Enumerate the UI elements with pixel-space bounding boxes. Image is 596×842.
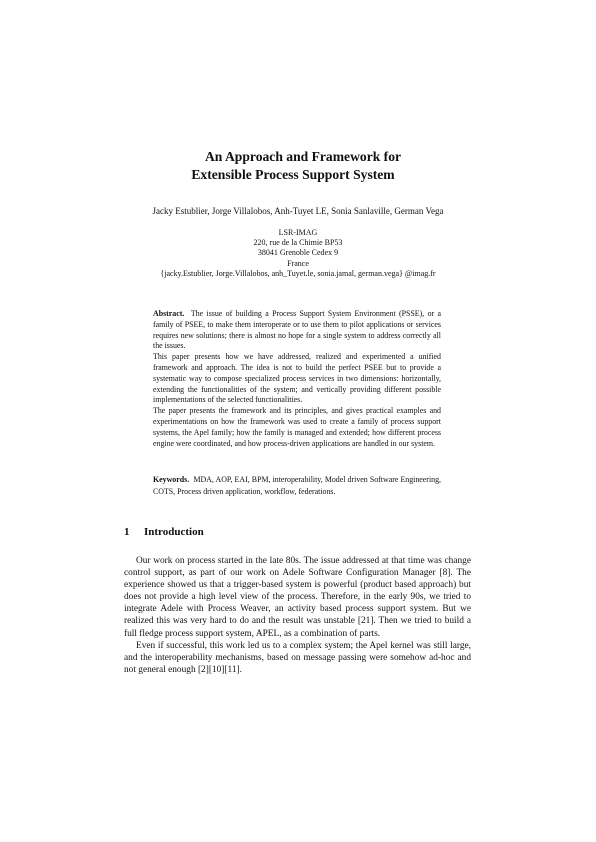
abstract-label: Abstract. (153, 309, 185, 318)
abstract-block (153, 309, 441, 449)
affiliation-city: 38041 Grenoble Cedex 9 (257, 248, 339, 258)
keywords-text: MDA, AOP, EAI, BPM, interoperability, Model driven Software Engineering, COTS, Process driven application, workflow, federations. (153, 475, 441, 496)
abstract-text-1: The issue of building a Process Support System Environment (PSSE), or a family of PSEE, to make them interoperate or to use them to pilot applications or services requires new solutions; there is almost no hope for a single system to address correctly all the issues. (153, 309, 441, 351)
section-body (124, 555, 471, 676)
section-number: 1 (124, 526, 130, 538)
abstract-paragraph-2: This paper presents how we have addressed, realized and experimented a unified framework and approach. The idea is not to build the perfect PSEE but to provide a systematic way to compose specialized process services in two dimensions: horizontally, extending the functionalities of the system; and vertically providing different possible implementations of the selected functionalities. (153, 352, 441, 405)
affiliation-emails: {jacky.Estublier, Jorge.Villalobos, anh_Tuyet.le, sonia.jamal, german.vega} @imag.fr (160, 268, 436, 278)
affiliation-block (0, 228, 596, 279)
paper-title-line-2: Extensible Process Support System (191, 167, 395, 182)
author-list: Jacky Estublier, Jorge Villalobos, Anh-Tuyet LE, Sonia Sanlaville, German Vega (152, 206, 444, 216)
section-title: Introduction (144, 526, 204, 538)
keywords-label: Keywords. (153, 475, 190, 484)
affiliation-street: 220, rue de la Chimie BP53 (253, 238, 343, 248)
abstract-paragraph-3: The paper presents the framework and its principles, and gives practical examples and experimentations on how the framework was used to create a family of process support systems, the Apel family; how the family is managed and extended; how different process engine were coordinated, and how process-driven applications are handled in our system. (153, 406, 441, 448)
body-paragraph-2: Even if successful, this work led us to a complex system; the Apel kernel was still large, and the interoperability mechanisms, based on message passing were somehow ad-hoc and not general enough [2][10][11]. (124, 640, 471, 675)
paper-title-line-1: An Approach and Framework for (204, 149, 402, 164)
section-heading (124, 526, 204, 538)
body-paragraph-1: Our work on process started in the late 80s. The issue addressed at that time was change control support, as part of our work on Adele Software Configuration Manager [8]. The experience showed us that a trigger-based system is powerful (product based approach) but does not provide a high level view of the process. Therefore, in the early 90s, we tried to integrate Adele with Process Weaver, an activity based process support system. But we realized this was very hard to do and the result was unstable [21]. Then we tried to build a full fledge process support system, APEL, as a combination of parts. (124, 556, 471, 639)
keywords-block (153, 474, 441, 498)
abstract-paragraph-1 (153, 309, 441, 352)
affiliation-lab: LSR-IMAG (278, 228, 318, 237)
affiliation-country: France (287, 258, 309, 268)
